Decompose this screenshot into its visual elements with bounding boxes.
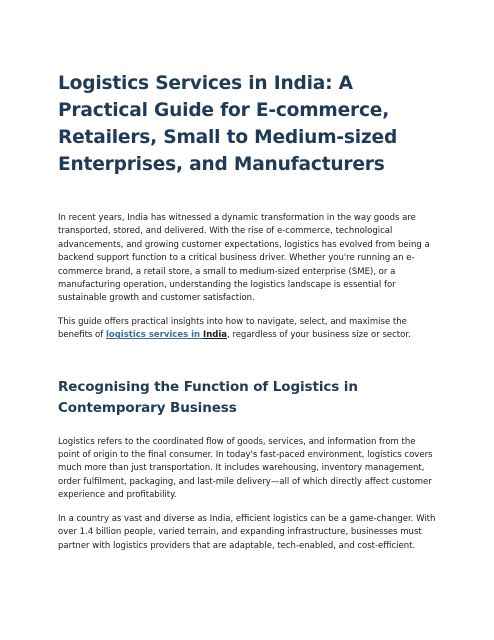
section-paragraph-india: In a country as vast and diverse as India, efficient logistics can be a game-changer. With over 1.4 billion people, varied terrain, and expanding infrastructure, businesses must partner with logistics providers that are adaptable, tech-enabled, and cost-efficient. [58, 513, 436, 551]
guide-paragraph [58, 316, 438, 343]
logistics-services-link[interactable]: logistics services in [105, 330, 204, 341]
section-heading: Recognising the Function of Logistics in Contemporary Business [58, 378, 358, 416]
intro-paragraph: In recent years, India has witnessed a dynamic transformation in the way goods are transported, stored, and delivered. With the rise of e-commerce, technological advancements, and growing customer expectations, logistics has evolved from being a backend support function to a critical business driver. Whether you're running an e-commerce brand, a retail store, a small to medium-sized enterprise (SME), or a manufacturing operation, understanding the logistics landscape is essential for sustainable growth and customer satisfaction. [58, 213, 430, 304]
logistics-services-link-india[interactable]: India [203, 330, 227, 341]
guide-paragraph-text-before: This guide offers practical insights into how to navigate, select, and maximise the benefits of [58, 316, 407, 341]
section-paragraph-definition: Logistics refers to the coordinated flow of goods, services, and information from the point of origin to the final consumer. In today's fast-paced environment, logistics covers much more than just transportation. It includes warehousing, inventory management, order fulfilment, packaging, and last-mile delivery—all of which directly affect customer experience and profitability. [58, 436, 433, 501]
guide-paragraph-text-after: , regardless of your business size or sector. [226, 330, 411, 341]
document-title: Logistics Services in India: A Practical Guide for E-commerce, Retailers, Small to Medium-sized Enterprises, and Manufacturers [58, 73, 398, 175]
